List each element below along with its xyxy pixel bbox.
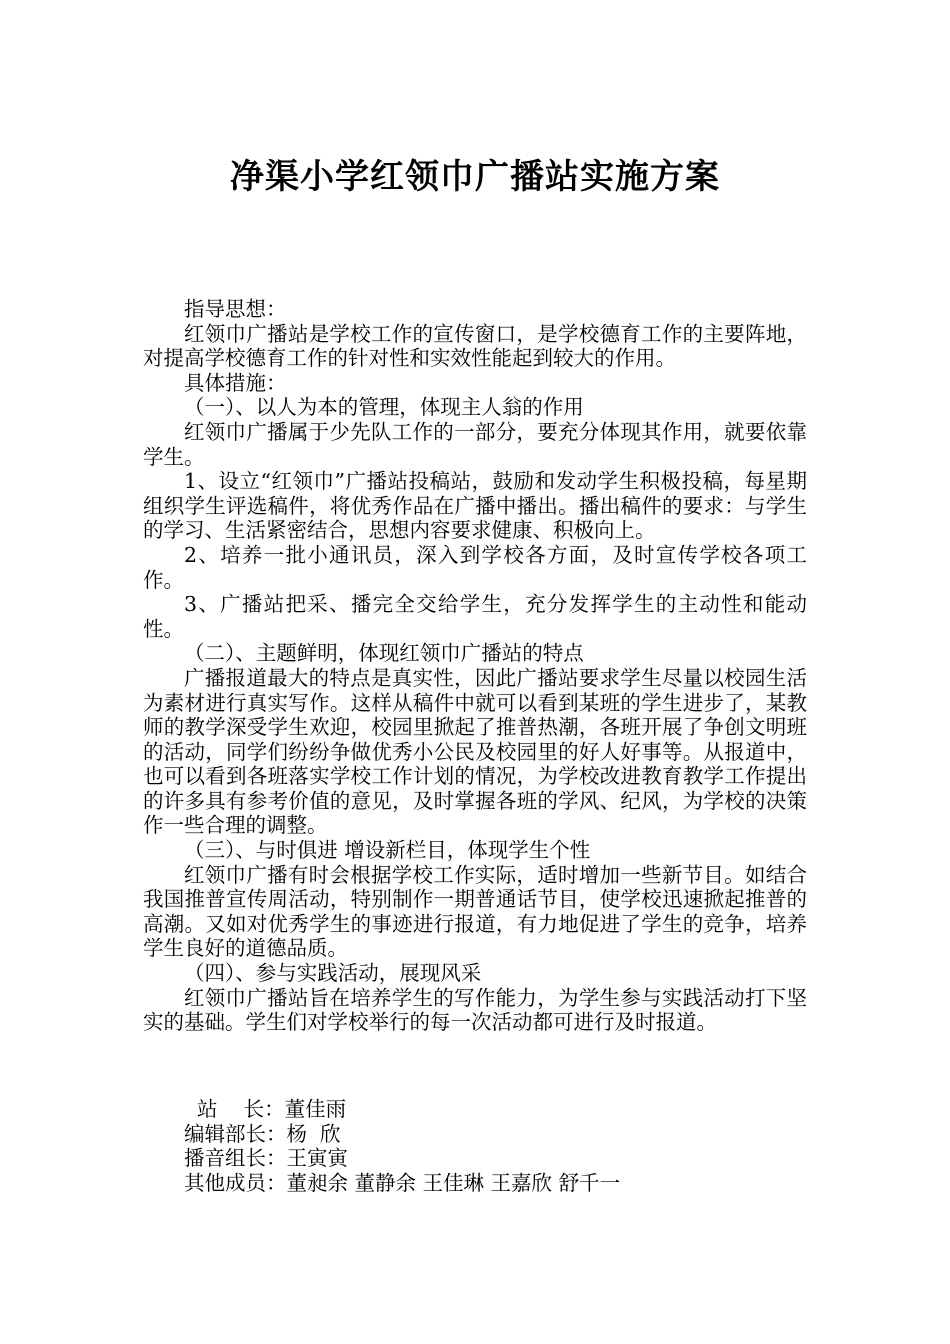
document-body [143, 297, 807, 1035]
subheading-2: （二）、主题鲜明，体现红领巾广播站的特点 [184, 641, 584, 666]
list-item-1: 1、设立“红领巾”广播站投稿站，鼓励和发动学生积极投稿，每星期组织学生评选稿件，将优秀作品在广播中播出。播出稿件的要求：与学生的学习、生活紧密结合，思想内容要求健康、积极向上。 [143, 469, 807, 543]
staff-list [143, 1097, 807, 1195]
subheading-1: （一）、以人为本的管理，体现主人翁的作用 [184, 395, 584, 420]
section-heading-measures: 具体措施： [184, 370, 287, 395]
paragraph-2: 广播报道最大的特点是真实性，因此广播站要求学生尽量以校园生活为素材进行真实写作。这样从稿件中就可以看到某班的学生进步了，某教师的教学深受学生欢迎，校园里掀起了推普热潮，各班开展了争创文明班的活动，同学们纷纷争做优秀小公民及校园里的好人好事等。从报道中，也可以看到各班落实学校工作计划的情况，为学校改进教育教学工作提出的许多具有参考价值的意见，及时掌握各班的学风、纪风，为学校的决策作一些合理的调整。 [143, 665, 807, 838]
staff-editor-head: 编辑部长：杨 欣 [184, 1121, 341, 1146]
subheading-3: （三）、与时俱进 增设新栏目，体现学生个性 [184, 838, 591, 863]
paragraph-1: 红领巾广播属于少先队工作的一部分，要充分体现其作用，就要依靠学生。 [143, 419, 807, 469]
staff-other-members: 其他成员：董昶余 董静余 王佳琳 王嘉欣 舒千一 [184, 1170, 621, 1195]
staff-station-head: 站 长：董佳雨 [184, 1097, 347, 1121]
section-heading-guiding-idea: 指导思想： [184, 297, 287, 321]
paragraph-3: 红领巾广播有时会根据学校工作实际，适时增加一些新节目。如结合我国推普宣传周活动，特别制作一期普通话节目，使学校迅速掀起推普的高潮。又如对优秀学生的事迹进行报道，有力地促进了学生的竞争，培养学生良好的道德品质。 [143, 862, 807, 961]
paragraph-4: 红领巾广播站旨在培养学生的写作能力，为学生参与实践活动打下坚实的基础。学生们对学校举行的每一次活动都可进行及时报道。 [143, 985, 807, 1035]
list-item-2: 2、培养一批小通讯员，深入到学校各方面，及时宣传学校各项工作。 [143, 542, 807, 592]
list-item-3: 3、广播站把采、播完全交给学生，充分发挥学生的主动性和能动性。 [143, 592, 807, 641]
subheading-4: （四）、参与实践活动，展现风采 [184, 961, 482, 986]
document-title: 净渠小学红领巾广播站实施方案 [230, 157, 720, 197]
paragraph-guiding-idea: 红领巾广播站是学校工作的宣传窗口，是学校德育工作的主要阵地，对提高学校德育工作的针对性和实效性能起到较大的作用。 [143, 321, 807, 371]
staff-broadcast-head: 播音组长：王寅寅 [184, 1146, 348, 1171]
